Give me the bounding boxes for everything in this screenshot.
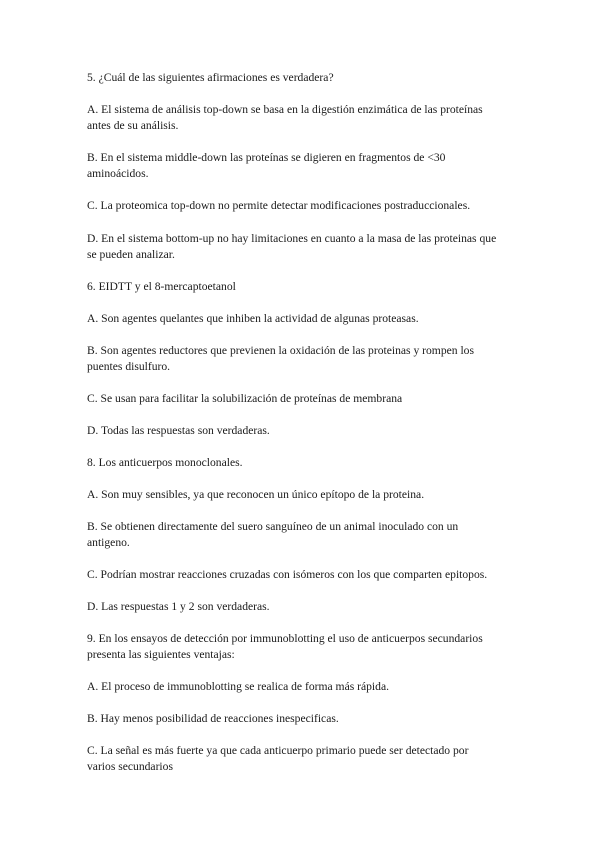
option-line: D. Las respuestas 1 y 2 son verdaderas.	[87, 600, 270, 613]
option-line: B. Se obtienen directamente del suero sanguíneo de un animal inoculado con un	[87, 520, 459, 533]
option-line: A. El proceso de immunoblotting se realica de forma más rápida.	[87, 680, 389, 693]
option-line: B. En el sistema middle-down las proteínas se digieren en fragmentos de <30	[87, 151, 446, 164]
option-line: D. En el sistema bottom-up no hay limitaciones en cuanto a la masa de las proteinas que	[87, 232, 497, 245]
question-6-option-c	[87, 391, 527, 407]
question-9-option-b	[87, 711, 527, 727]
question-8-option-d	[87, 599, 527, 615]
question-5-line-1: 5. ¿Cuál de las siguientes afirmaciones es verdadera?	[87, 71, 334, 84]
option-line: antes de su análisis.	[87, 119, 179, 132]
question-9-line-1: 9. En los ensayos de detección por immunoblotting el uso de anticuerpos secundarios	[87, 632, 483, 645]
option-line: A. El sistema de análisis top-down se basa en la digestión enzimática de las proteínas	[87, 103, 483, 116]
option-line: C. Podrían mostrar reacciones cruzadas con isómeros con los que comparten epitopos.	[87, 568, 488, 581]
option-line: puentes disulfuro.	[87, 360, 171, 373]
option-line: se pueden analizar.	[87, 248, 175, 261]
option-line: varios secundarios	[87, 760, 173, 773]
question-8-option-b	[87, 519, 527, 551]
question-8	[87, 455, 527, 471]
question-9-line-2: presenta las siguientes ventajas:	[87, 648, 235, 661]
question-6-line-1: 6. EIDTT y el 8-mercaptoetanol	[87, 280, 236, 293]
question-9	[87, 631, 527, 663]
question-8-option-a	[87, 487, 527, 503]
question-5-option-a	[87, 102, 527, 134]
question-9-option-a	[87, 679, 527, 695]
question-6-option-b	[87, 343, 527, 375]
question-5	[87, 70, 527, 86]
question-5-option-c	[87, 198, 527, 214]
option-line: C. Se usan para facilitar la solubilización de proteínas de membrana	[87, 392, 403, 405]
question-8-line-1: 8. Los anticuerpos monoclonales.	[87, 456, 243, 469]
option-line: C. La proteomica top-down no permite detectar modificaciones postraduccionales.	[87, 199, 471, 212]
question-9-option-c	[87, 743, 527, 775]
option-line: A. Son agentes quelantes que inhiben la actividad de algunas proteasas.	[87, 312, 419, 325]
question-6	[87, 279, 527, 295]
question-6-option-a	[87, 311, 527, 327]
option-line: B. Hay menos posibilidad de reacciones inespecificas.	[87, 712, 339, 725]
option-line: D. Todas las respuestas son verdaderas.	[87, 424, 270, 437]
option-line: C. La señal es más fuerte ya que cada anticuerpo primario puede ser detectado por	[87, 744, 469, 757]
question-5-option-b	[87, 150, 527, 182]
question-6-option-d	[87, 423, 527, 439]
question-8-option-c	[87, 567, 527, 583]
option-line: aminoácidos.	[87, 167, 149, 180]
option-line: B. Son agentes reductores que previenen la oxidación de las proteinas y rompen los	[87, 344, 474, 357]
option-line: A. Son muy sensibles, ya que reconocen un único epítopo de la proteina.	[87, 488, 425, 501]
option-line: antigeno.	[87, 536, 130, 549]
question-5-option-d	[87, 231, 527, 263]
